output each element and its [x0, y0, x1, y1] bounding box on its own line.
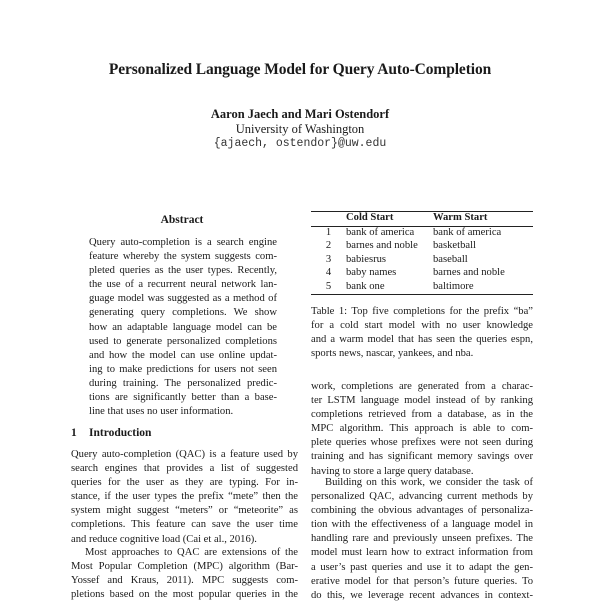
abstract-line: tions are significantly better than a base- [89, 392, 277, 404]
body-line: ter LSTM language model instead of by ranking [311, 395, 533, 407]
intro-line: stance, if the user types the prefix “mete” then the [71, 491, 298, 503]
caption-line: and a warm model that has seen the queries espn, [311, 334, 533, 346]
body-line: tion with the effectiveness of a language model in [311, 519, 533, 531]
paper-affiliation: University of Washington [235, 122, 365, 136]
abstract-line: and how the model can use online updat- [89, 349, 277, 361]
abstract-heading: Abstract [160, 214, 204, 226]
caption-line: sports news, nascar, yankees, and nba. [311, 348, 474, 360]
body-line: having to store a large query database. [311, 465, 474, 477]
body-line: completions retrieved from a database, as in the [311, 409, 533, 421]
table-row [311, 266, 533, 280]
table-cell-warm: baltimore [433, 280, 474, 292]
intro-line: pletions based on the most popular queries in the [71, 589, 298, 601]
body-line: a user’s past queries and use it to adapt the gen- [311, 561, 533, 573]
intro-line: completions. This feature can save the user time [71, 519, 298, 531]
table-header-cold-start: Cold Start [346, 212, 394, 223]
table-header-rank [311, 211, 346, 226]
body-line: Building on this work, we consider the task of [325, 477, 533, 488]
table-cell-cold: barnes and noble [346, 240, 418, 251]
body-line: combining the obvious advantages of personaliza- [311, 505, 533, 517]
table-cell-cold: bank of america [346, 226, 415, 238]
intro-line: system might suggest “meters” or “meteorite” as [71, 505, 298, 517]
table-cell-rank: 4 [325, 267, 332, 278]
table-cell-warm: barnes and noble [433, 267, 505, 278]
intro-section-number: 1 [71, 427, 77, 439]
caption-line: Table 1: Top five completions for the prefix “ba” [311, 306, 533, 317]
abstract-line: pleted queries as the user types. Recently, [89, 265, 277, 277]
table-caption [311, 305, 533, 361]
abstract-line: feature whereby the system suggests com- [89, 251, 277, 263]
intro-paragraph-2 [71, 546, 298, 602]
table-cell-cold: bank one [346, 280, 385, 292]
paper-email[interactable]: {ajaech, ostendor}@uw.edu [213, 137, 387, 150]
intro-section-title: Introduction [89, 427, 152, 439]
abstract-line: during training. The personalized predic- [89, 377, 277, 389]
body-line: personalized QAC, advancing current methods by [311, 491, 533, 503]
abstract-body [89, 236, 277, 419]
abstract-line: guage model was suggested as a method of [89, 293, 277, 305]
table-cell-cold: babiesrus [346, 253, 387, 265]
table-row [311, 280, 533, 294]
table-row [311, 239, 533, 253]
abstract-line: ing to make predictions for users not seen [89, 363, 277, 375]
body-line: handling rare and previously unseen prefixes. The [311, 533, 533, 545]
completions-table [311, 211, 533, 293]
table-header-warm-start: Warm Start [433, 212, 488, 223]
table-row [311, 253, 533, 267]
body-paragraph-right-1 [311, 380, 533, 479]
table-header-row [311, 211, 533, 226]
abstract-line: how an adaptable language model can be [89, 321, 277, 333]
intro-line: Query auto-completion (QAC) is a feature used by [71, 449, 298, 460]
table-cell-warm: basketball [433, 240, 476, 251]
intro-line: Yossef and Kraus, 2011). MPC suggests com- [71, 575, 298, 587]
table-cell-rank: 3 [325, 253, 332, 265]
abstract-line: Query auto-completion is a search engine [89, 237, 277, 248]
body-line: MPC algorithm. This approach is able to com- [311, 423, 533, 435]
body-line: training and has significant memory savings over [311, 451, 533, 463]
body-line: work, completions are generated from a charac- [311, 381, 533, 392]
body-line: do this, we leverage recent advances in context- [311, 589, 533, 601]
table-cell-rank: 1 [325, 226, 332, 238]
abstract-line: generating query completions. We show [89, 307, 277, 319]
abstract-line: line that uses no user information. [89, 406, 234, 418]
intro-line: and reduce cognitive load (Cai et al., 2016). [71, 533, 257, 545]
table-cell-rank: 2 [325, 240, 332, 251]
body-line: model must learn how to extract information from [311, 547, 533, 559]
table-cell-rank: 5 [325, 280, 332, 292]
intro-line: queries for the user as they are typing. For in- [71, 477, 298, 489]
intro-paragraph-1 [71, 448, 298, 547]
body-line: erative model for that person’s future queries. To [311, 575, 533, 587]
body-paragraph-right-2 [311, 476, 533, 603]
intro-heading [71, 427, 151, 439]
caption-line: for a cold start model with no user knowledge [311, 320, 533, 332]
paper-title: Personalized Language Model for Query Auto-Completion [108, 61, 492, 78]
abstract-line: used to generate personalized completions [89, 335, 277, 347]
table-cell-warm: baseball [433, 253, 468, 265]
intro-line: search engines that provides a list of suggested [71, 463, 298, 475]
paper-authors: Aaron Jaech and Mari Ostendorf [210, 107, 390, 121]
table-row [311, 226, 533, 240]
intro-line: Most approaches to QAC are extensions of the [85, 547, 298, 558]
body-line: plete queries whose prefixes were not seen during [311, 437, 533, 449]
table-cell-cold: baby names [346, 267, 397, 278]
intro-line: Most Popular Completion (MPC) algorithm (Bar- [71, 561, 298, 573]
abstract-line: the use of a recurrent neural network lan- [89, 279, 277, 291]
table-bottom-rule [311, 294, 533, 295]
table-cell-warm: bank of america [433, 226, 502, 238]
